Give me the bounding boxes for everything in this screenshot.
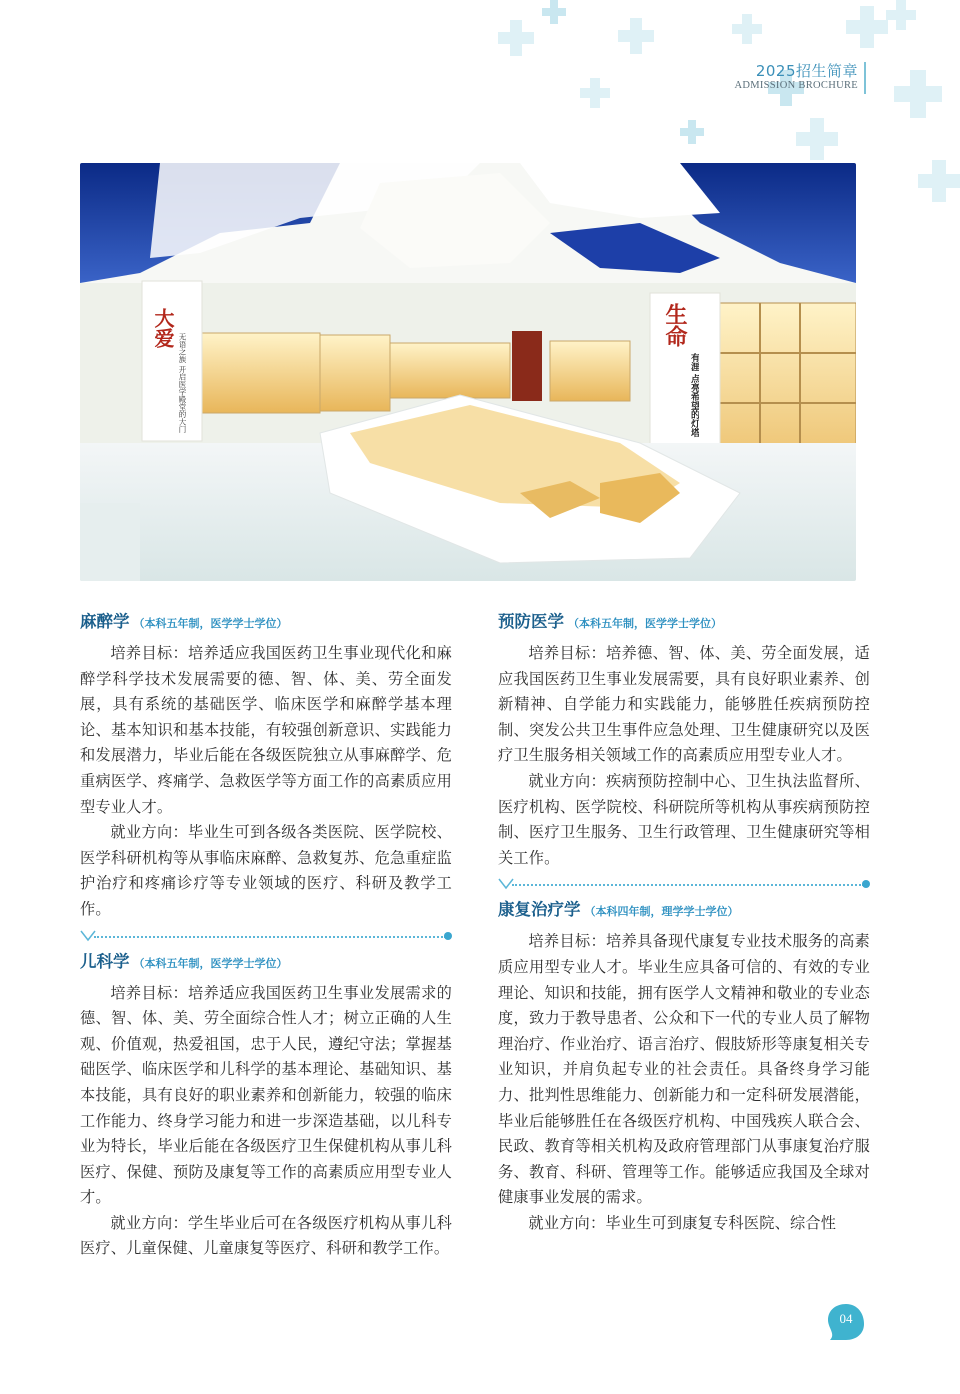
training-goal: 培养目标：培养具备现代康复专业技术服务的高素质应用型专业人才。毕业生应具备可信的、有效的专业理论、知识和技能，拥有医学人文精神和敬业的专业态度，致力于教导患者、公众和下一代的专业人员了解物理治疗、作业治疗、语言治疗、假肢矫形等康复相关专业知识，并肩负起专业的社会责任。具备终身学习能力、批判性思维能力、创新能力和一定科研发展潜能，毕业后能够胜任在各级医疗机构、中国残疾人联合会、民政、教育等相关机构及政府管理部门从事康复治疗服务、教育、科研、管理等工作。能够适应我国及全球对健康事业发展的需求。 bbox=[498, 932, 870, 1207]
header-accent-bar bbox=[864, 62, 866, 94]
career-direction: 就业方向：疾病预防控制中心、卫生执法监督所、医疗机构、医学院校、科研院所等机构从事疾病预防控制、医疗卫生服务、卫生行政管理、卫生健康研究等相关工作。 bbox=[498, 771, 870, 867]
training-goal: 培养目标：培养德、智、体、美、劳全面发展，适应我国医药卫生事业发展需要，具有良好职业素养、创新精神、自学能力和实践能力，能够胜任疾病预防控制、突发公共卫生事件应急处理、卫生健康研究以及医疗卫生服务相关领域工作的高素质应用型专业人才。 bbox=[498, 644, 870, 765]
exhibition-hall-photo bbox=[80, 163, 856, 581]
training-goal: 培养目标：培养适应我国医药卫生事业发展需求的德、智、体、美、劳全面综合性人才；树立正确的人生观、价值观，热爱祖国，忠于人民，遵纪守法；掌握基础医学、临床医学和儿科学的基本理论、基础知识、基本技能，具有良好的职业素养和创新能力，较强的临床工作能力、终身学习能力和进一步深造基础，以儿科专业为特长，毕业后能在各级医疗卫生保健机构从事儿科医疗、保健、预防及康复等工作的高素质应用型专业人才。 bbox=[80, 983, 452, 1207]
section-preventive-medicine bbox=[498, 608, 870, 871]
degree-note: （本科四年制，理学学士学位） bbox=[584, 905, 739, 919]
sign-left-caption: 无语之族 开启医学殿堂的大门 bbox=[178, 333, 187, 433]
section-anesthesiology bbox=[80, 608, 452, 923]
degree-note: （本科五年制，医学学士学位） bbox=[133, 956, 288, 970]
degree-note: （本科五年制，医学学士学位） bbox=[133, 617, 288, 630]
major-name: 预防医学 bbox=[498, 612, 564, 631]
career-direction: 就业方向：毕业生可到各级各类医院、医学院校、医学科研机构等从事临床麻醉、急救复苏、危急重症监护治疗和疼痛诊疗等专业领域的医疗、科研及教学工作。 bbox=[80, 823, 452, 918]
section-title bbox=[80, 948, 452, 981]
training-goal: 培养目标：培养适应我国医药卫生事业现代化和麻醉学科学技术发展需要的德、智、体、美、劳全面发展，具有系统的基础医学、临床医学和麻醉学基本理论、基本知识和基本技能，有较强创新意识、实践能力和发展潜力，毕业后能在各级医院独立从事麻醉学、危重病医学、疼痛学、急救医学等方面工作的高素质应用型专业人才。 bbox=[80, 644, 452, 816]
brochure-title: 2025招生简章 bbox=[755, 62, 858, 80]
page-number: 04 bbox=[839, 1311, 853, 1326]
sign-right-title: 生命 bbox=[662, 303, 687, 347]
right-column bbox=[498, 608, 870, 1236]
sign-left-title: 大爱 bbox=[151, 308, 175, 348]
brochure-header bbox=[734, 62, 858, 92]
section-title bbox=[498, 608, 870, 641]
brochure-subtitle: ADMISSION BROCHURE bbox=[734, 80, 858, 91]
degree-note: （本科五年制，医学学士学位） bbox=[568, 617, 722, 630]
career-direction: 就业方向：学生毕业后可在各级医疗机构从事儿科医疗、儿童保健、儿童康复等医疗、科研和教学工作。 bbox=[80, 1213, 452, 1258]
section-divider bbox=[498, 877, 870, 891]
section-rehabilitation bbox=[498, 896, 870, 1236]
major-name: 儿科学 bbox=[80, 951, 130, 971]
major-name: 康复治疗学 bbox=[498, 900, 581, 920]
career-direction: 就业方向：毕业生可到康复专科医院、综合性 bbox=[528, 1213, 837, 1232]
major-name: 麻醉学 bbox=[80, 612, 130, 631]
section-title bbox=[498, 896, 870, 929]
section-title bbox=[80, 608, 452, 641]
left-column bbox=[80, 608, 452, 1262]
section-divider bbox=[80, 929, 452, 943]
section-pediatrics bbox=[80, 948, 452, 1263]
sign-right-caption: 有涯 点亮希望的灯塔 bbox=[689, 353, 699, 438]
page-number-badge bbox=[826, 1302, 866, 1342]
